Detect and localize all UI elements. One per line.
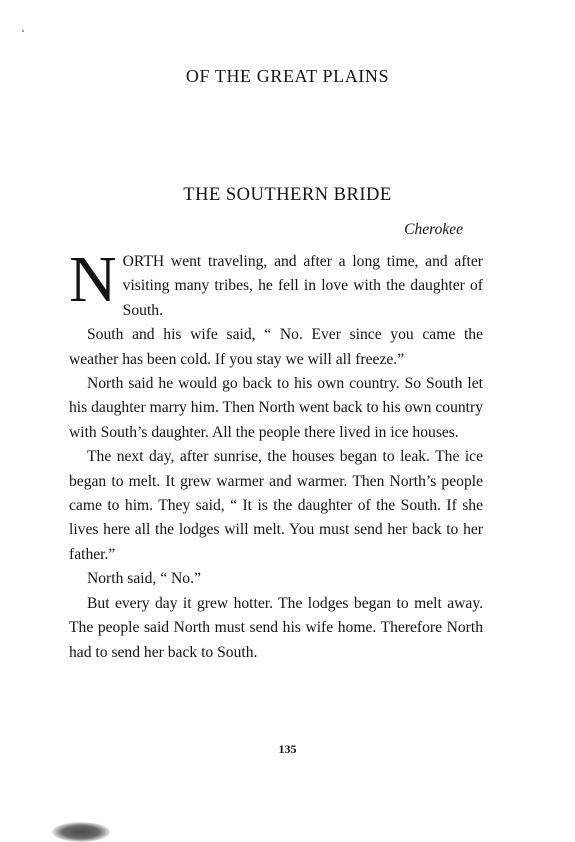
paragraph: North said, “ No.” xyxy=(87,570,201,588)
scan-speck xyxy=(22,30,24,32)
paragraph: South and his wife said, “ No. Ever since you came the weather has been cold. If you stay we will all freeze.” xyxy=(69,326,483,368)
story-title: THE SOUTHERN BRIDE xyxy=(183,185,392,205)
paragraph: The next day, after sunrise, the houses began to leak. The ice began to melt. It grew warmer and warmer. Then North’s people came to him. They said, “ It is the daughter of the South. If she lives here all the lodges will melt. You must send her back to her father.” xyxy=(69,448,483,563)
page-number: 135 xyxy=(278,742,297,756)
paragraph xyxy=(69,243,483,323)
paragraph: But every day it grew hotter. The lodges began to melt away. The people said North must send his wife home. Therefore North had to send her back to South. xyxy=(69,594,483,661)
running-head: OF THE GREAT PLAINS xyxy=(185,66,390,86)
paragraph: North said he would go back to his own country. So South let his daughter marry him. Then North went back to his own country with South’s daughter. All the people there lived in ice houses. xyxy=(69,375,483,441)
scan-smudge xyxy=(52,822,110,842)
story-body xyxy=(69,243,483,665)
drop-cap: N xyxy=(69,243,117,316)
paragraph-text: ORTH went traveling, and after a long time, and after visiting many tribes, he fell in love with the daughter of South. xyxy=(122,253,483,319)
tribe-attribution: Cherokee xyxy=(404,221,463,238)
